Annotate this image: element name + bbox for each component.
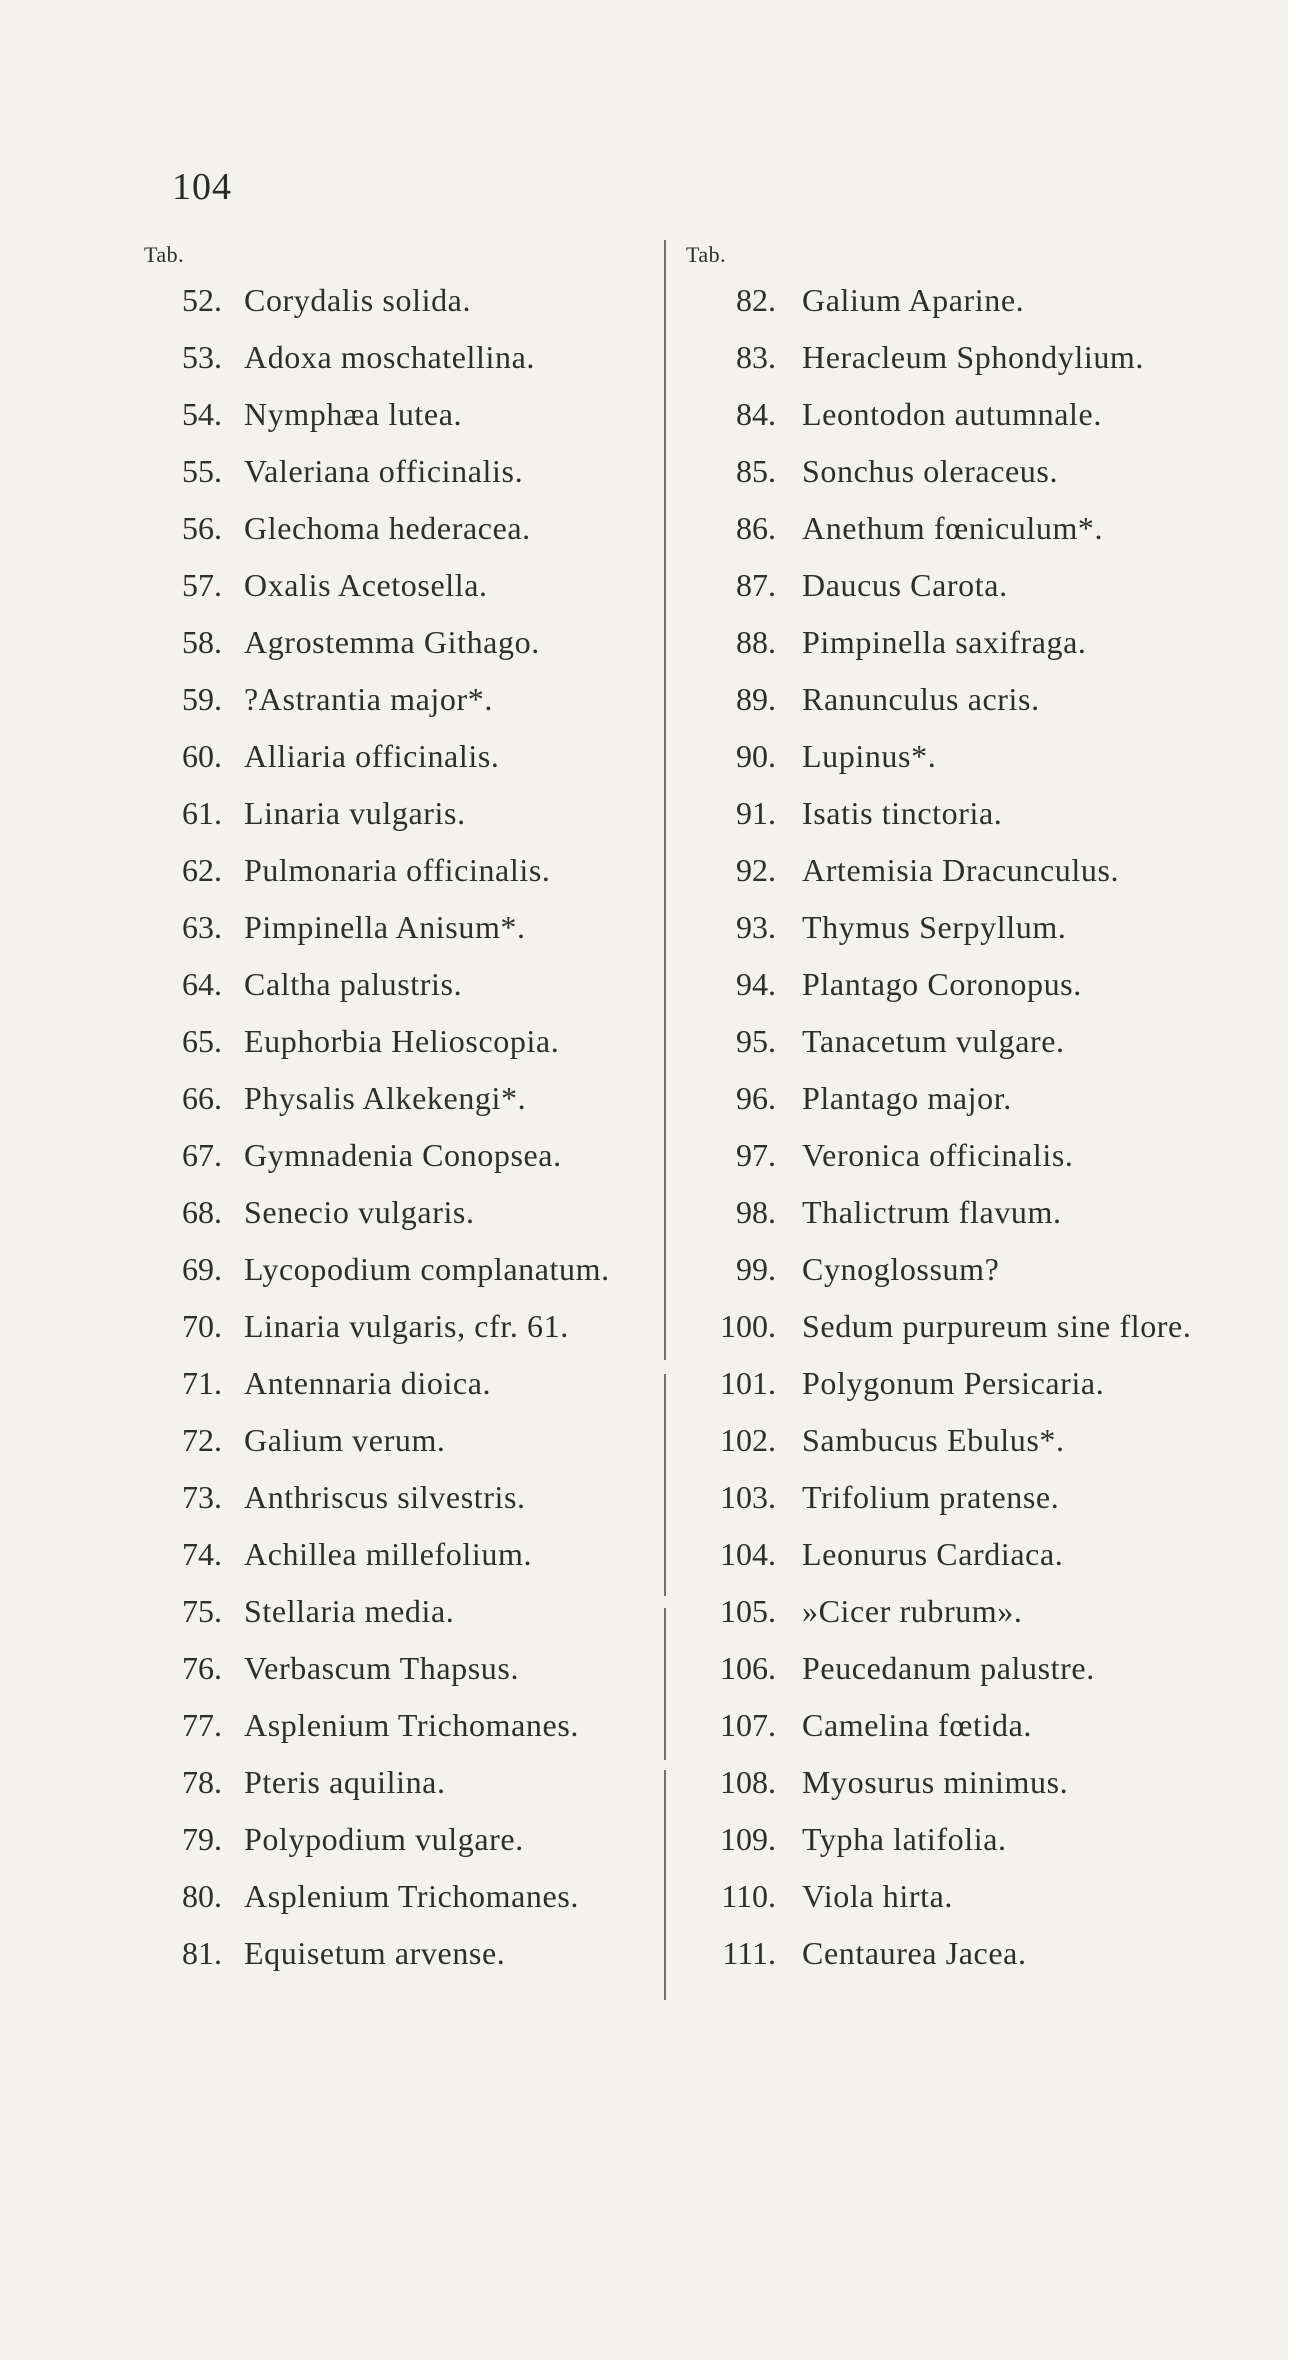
entry-number: 105. — [720, 1593, 776, 1629]
entry-number: 89. — [736, 681, 776, 717]
list-item — [686, 1412, 1246, 1469]
list-item — [686, 1241, 1246, 1298]
entry-number: 69. — [182, 1251, 222, 1287]
entry-name: Pulmonaria officinalis. — [244, 852, 551, 888]
list-item — [686, 1184, 1246, 1241]
divider-gap — [664, 1760, 666, 1770]
entry-number: 90. — [736, 738, 776, 774]
list-item — [144, 1640, 664, 1697]
entry-name: Ranunculus acris. — [802, 681, 1040, 717]
column-divider — [664, 240, 666, 2000]
entry-number: 94. — [736, 966, 776, 1002]
entry-number: 63. — [182, 909, 222, 945]
entry-number: 96. — [736, 1080, 776, 1116]
list-item — [144, 443, 664, 500]
list-item — [144, 671, 664, 728]
entry-number: 56. — [182, 510, 222, 546]
entry-name: Cynoglossum? — [802, 1251, 1000, 1287]
entry-name: Asplenium Trichomanes. — [244, 1707, 579, 1743]
entry-name: Pteris aquilina. — [244, 1764, 446, 1800]
entry-number: 66. — [182, 1080, 222, 1116]
entry-name: Caltha palustris. — [244, 966, 463, 1002]
left-column — [144, 238, 664, 1982]
entry-number: 73. — [182, 1479, 222, 1515]
list-item — [144, 614, 664, 671]
entry-number: 92. — [736, 852, 776, 888]
list-item — [144, 1184, 664, 1241]
entry-name: Centaurea Jacea. — [802, 1935, 1027, 1971]
entry-name: Sonchus oleraceus. — [802, 453, 1059, 489]
entry-number: 85. — [736, 453, 776, 489]
list-item — [686, 1811, 1246, 1868]
entry-number: 79. — [182, 1821, 222, 1857]
entry-name: Gymnadenia Conopsea. — [244, 1137, 562, 1173]
list-item — [144, 1697, 664, 1754]
list-item — [686, 956, 1246, 1013]
list-item — [144, 1925, 664, 1982]
entry-number: 97. — [736, 1137, 776, 1173]
list-item — [686, 272, 1246, 329]
entry-number: 104. — [720, 1536, 776, 1572]
entry-number: 88. — [736, 624, 776, 660]
list-item — [144, 1469, 664, 1526]
list-item — [144, 956, 664, 1013]
entry-number: 109. — [720, 1821, 776, 1857]
list-item — [686, 1754, 1246, 1811]
list-item — [686, 329, 1246, 386]
list-item — [686, 1127, 1246, 1184]
list-item — [686, 899, 1246, 956]
entry-number: 76. — [182, 1650, 222, 1686]
list-item — [144, 1811, 664, 1868]
entry-number: 100. — [720, 1308, 776, 1344]
entry-name: Typha latifolia. — [802, 1821, 1007, 1857]
list-item — [686, 614, 1246, 671]
entry-name: Stellaria media. — [244, 1593, 455, 1629]
entry-number: 84. — [736, 396, 776, 432]
entry-name: Pimpinella Anisum*. — [244, 909, 526, 945]
entry-name: Agrostemma Githago. — [244, 624, 540, 660]
list-item — [686, 1013, 1246, 1070]
entry-name: Galium Aparine. — [802, 282, 1025, 318]
entry-name: Heracleum Sphondylium. — [802, 339, 1145, 375]
entry-name: Thalictrum flavum. — [802, 1194, 1062, 1230]
list-item — [144, 1013, 664, 1070]
entry-number: 108. — [720, 1764, 776, 1800]
entry-name: Euphorbia Helioscopia. — [244, 1023, 560, 1059]
entry-number: 60. — [182, 738, 222, 774]
entry-name: Physalis Alkekengi*. — [244, 1080, 527, 1116]
list-item — [144, 785, 664, 842]
list-item — [144, 899, 664, 956]
entry-name: Glechoma hederacea. — [244, 510, 531, 546]
list-item — [144, 1412, 664, 1469]
left-entry-list — [144, 272, 664, 1982]
list-item — [686, 1583, 1246, 1640]
entry-name: Daucus Carota. — [802, 567, 1008, 603]
entry-name: Oxalis Acetosella. — [244, 567, 488, 603]
list-item — [144, 1127, 664, 1184]
entry-number: 82. — [736, 282, 776, 318]
entry-number: 83. — [736, 339, 776, 375]
list-item — [686, 443, 1246, 500]
list-item — [144, 1868, 664, 1925]
entry-number: 91. — [736, 795, 776, 831]
list-item — [686, 671, 1246, 728]
entry-number: 102. — [720, 1422, 776, 1458]
entry-number: 52. — [182, 282, 222, 318]
entry-number: 106. — [720, 1650, 776, 1686]
entry-number: 80. — [182, 1878, 222, 1914]
list-item — [144, 386, 664, 443]
entry-number: 87. — [736, 567, 776, 603]
list-item — [686, 1298, 1246, 1355]
entry-name: Sambucus Ebulus*. — [802, 1422, 1065, 1458]
entry-name: Trifolium pratense. — [802, 1479, 1060, 1515]
entry-number: 54. — [182, 396, 222, 432]
entry-name: Valeriana officinalis. — [244, 453, 524, 489]
entry-name: Achillea millefolium. — [244, 1536, 533, 1572]
entry-number: 62. — [182, 852, 222, 888]
entry-number: 110. — [721, 1878, 776, 1914]
list-item — [144, 842, 664, 899]
entry-number: 101. — [720, 1365, 776, 1401]
entry-name: Anthriscus silvestris. — [244, 1479, 526, 1515]
entry-name: Tanacetum vulgare. — [802, 1023, 1065, 1059]
entry-name: Anethum fœniculum*. — [802, 510, 1104, 546]
entry-name: Equisetum arvense. — [244, 1935, 506, 1971]
entry-name: Myosurus minimus. — [802, 1764, 1069, 1800]
list-item — [686, 1697, 1246, 1754]
list-item — [144, 728, 664, 785]
divider-gap — [664, 1596, 666, 1608]
list-item — [686, 785, 1246, 842]
entry-name: Plantago major. — [802, 1080, 1012, 1116]
entry-number: 68. — [182, 1194, 222, 1230]
entry-name: Lycopodium complanatum. — [244, 1251, 610, 1287]
entry-number: 53. — [182, 339, 222, 375]
entry-number: 98. — [736, 1194, 776, 1230]
entry-number: 107. — [720, 1707, 776, 1743]
list-item — [686, 842, 1246, 899]
entry-name: Corydalis solida. — [244, 282, 472, 318]
list-item — [686, 728, 1246, 785]
list-item — [144, 1070, 664, 1127]
entry-name: Leontodon autumnale. — [802, 396, 1102, 432]
entry-name: Senecio vulgaris. — [244, 1194, 475, 1230]
entry-number: 64. — [182, 966, 222, 1002]
entry-number: 59. — [182, 681, 222, 717]
entry-number: 74. — [182, 1536, 222, 1572]
list-item — [686, 1868, 1246, 1925]
entry-number: 67. — [182, 1137, 222, 1173]
entry-name: Leonurus Cardiaca. — [802, 1536, 1064, 1572]
entry-name: Galium verum. — [244, 1422, 446, 1458]
entry-number: 61. — [182, 795, 222, 831]
entry-number: 111. — [722, 1935, 776, 1971]
entry-number: 103. — [720, 1479, 776, 1515]
entry-name: Veronica officinalis. — [802, 1137, 1074, 1173]
entry-name: Antennaria dioica. — [244, 1365, 492, 1401]
entry-name: Plantago Coronopus. — [802, 966, 1082, 1002]
list-item — [144, 329, 664, 386]
entry-number: 72. — [182, 1422, 222, 1458]
entry-number: 86. — [736, 510, 776, 546]
list-item — [686, 1469, 1246, 1526]
entry-name: »Cicer rubrum». — [802, 1593, 1023, 1629]
entry-name: Polygonum Persicaria. — [802, 1365, 1105, 1401]
list-item — [144, 1241, 664, 1298]
entry-name: Pimpinella saxifraga. — [802, 624, 1087, 660]
list-item — [686, 1925, 1246, 1982]
entry-number: 77. — [182, 1707, 222, 1743]
entry-name: Isatis tinctoria. — [802, 795, 1003, 831]
list-item — [686, 1526, 1246, 1583]
right-column — [686, 238, 1246, 1982]
divider-gap — [664, 1360, 666, 1374]
list-item — [686, 557, 1246, 614]
list-item — [144, 1583, 664, 1640]
list-item — [686, 386, 1246, 443]
list-item — [144, 1754, 664, 1811]
list-item — [144, 500, 664, 557]
entry-name: ?Astrantia major*. — [244, 681, 493, 717]
entry-name: Polypodium vulgare. — [244, 1821, 524, 1857]
tab-label-right: Tab. — [686, 242, 727, 267]
entry-name: Lupinus*. — [802, 738, 937, 774]
page-number: 104 — [172, 166, 232, 208]
entry-name: Asplenium Trichomanes. — [244, 1878, 579, 1914]
list-item — [144, 557, 664, 614]
entry-number: 70. — [182, 1308, 222, 1344]
entry-name: Camelina fœtida. — [802, 1707, 1032, 1743]
entry-number: 55. — [182, 453, 222, 489]
entry-number: 78. — [182, 1764, 222, 1800]
list-item — [144, 272, 664, 329]
entry-number: 95. — [736, 1023, 776, 1059]
entry-number: 99. — [736, 1251, 776, 1287]
entry-name: Verbascum Thapsus. — [244, 1650, 520, 1686]
entry-name: Artemisia Dracunculus. — [802, 852, 1120, 888]
entry-name: Viola hirta. — [802, 1878, 954, 1914]
tab-label-left: Tab. — [144, 242, 185, 267]
entry-number: 65. — [182, 1023, 222, 1059]
list-item — [686, 1070, 1246, 1127]
entry-name: Adoxa moschatellina. — [244, 339, 536, 375]
right-entry-list — [686, 272, 1246, 1982]
list-item — [144, 1298, 664, 1355]
list-item — [144, 1355, 664, 1412]
entry-number: 81. — [182, 1935, 222, 1971]
entry-number: 57. — [182, 567, 222, 603]
entry-number: 58. — [182, 624, 222, 660]
entry-name: Linaria vulgaris. — [244, 795, 466, 831]
entry-name: Sedum purpureum sine flore. — [802, 1308, 1192, 1344]
list-item — [686, 1355, 1246, 1412]
entry-number: 93. — [736, 909, 776, 945]
entry-number: 75. — [182, 1593, 222, 1629]
list-item — [686, 500, 1246, 557]
list-item — [144, 1526, 664, 1583]
entry-name: Peucedanum palustre. — [802, 1650, 1095, 1686]
entry-name: Thymus Serpyllum. — [802, 909, 1067, 945]
entry-name: Nymphæa lutea. — [244, 396, 463, 432]
list-item — [686, 1640, 1246, 1697]
entry-number: 71. — [182, 1365, 222, 1401]
entry-name: Alliaria officinalis. — [244, 738, 500, 774]
entry-name: Linaria vulgaris, cfr. 61. — [244, 1308, 569, 1344]
